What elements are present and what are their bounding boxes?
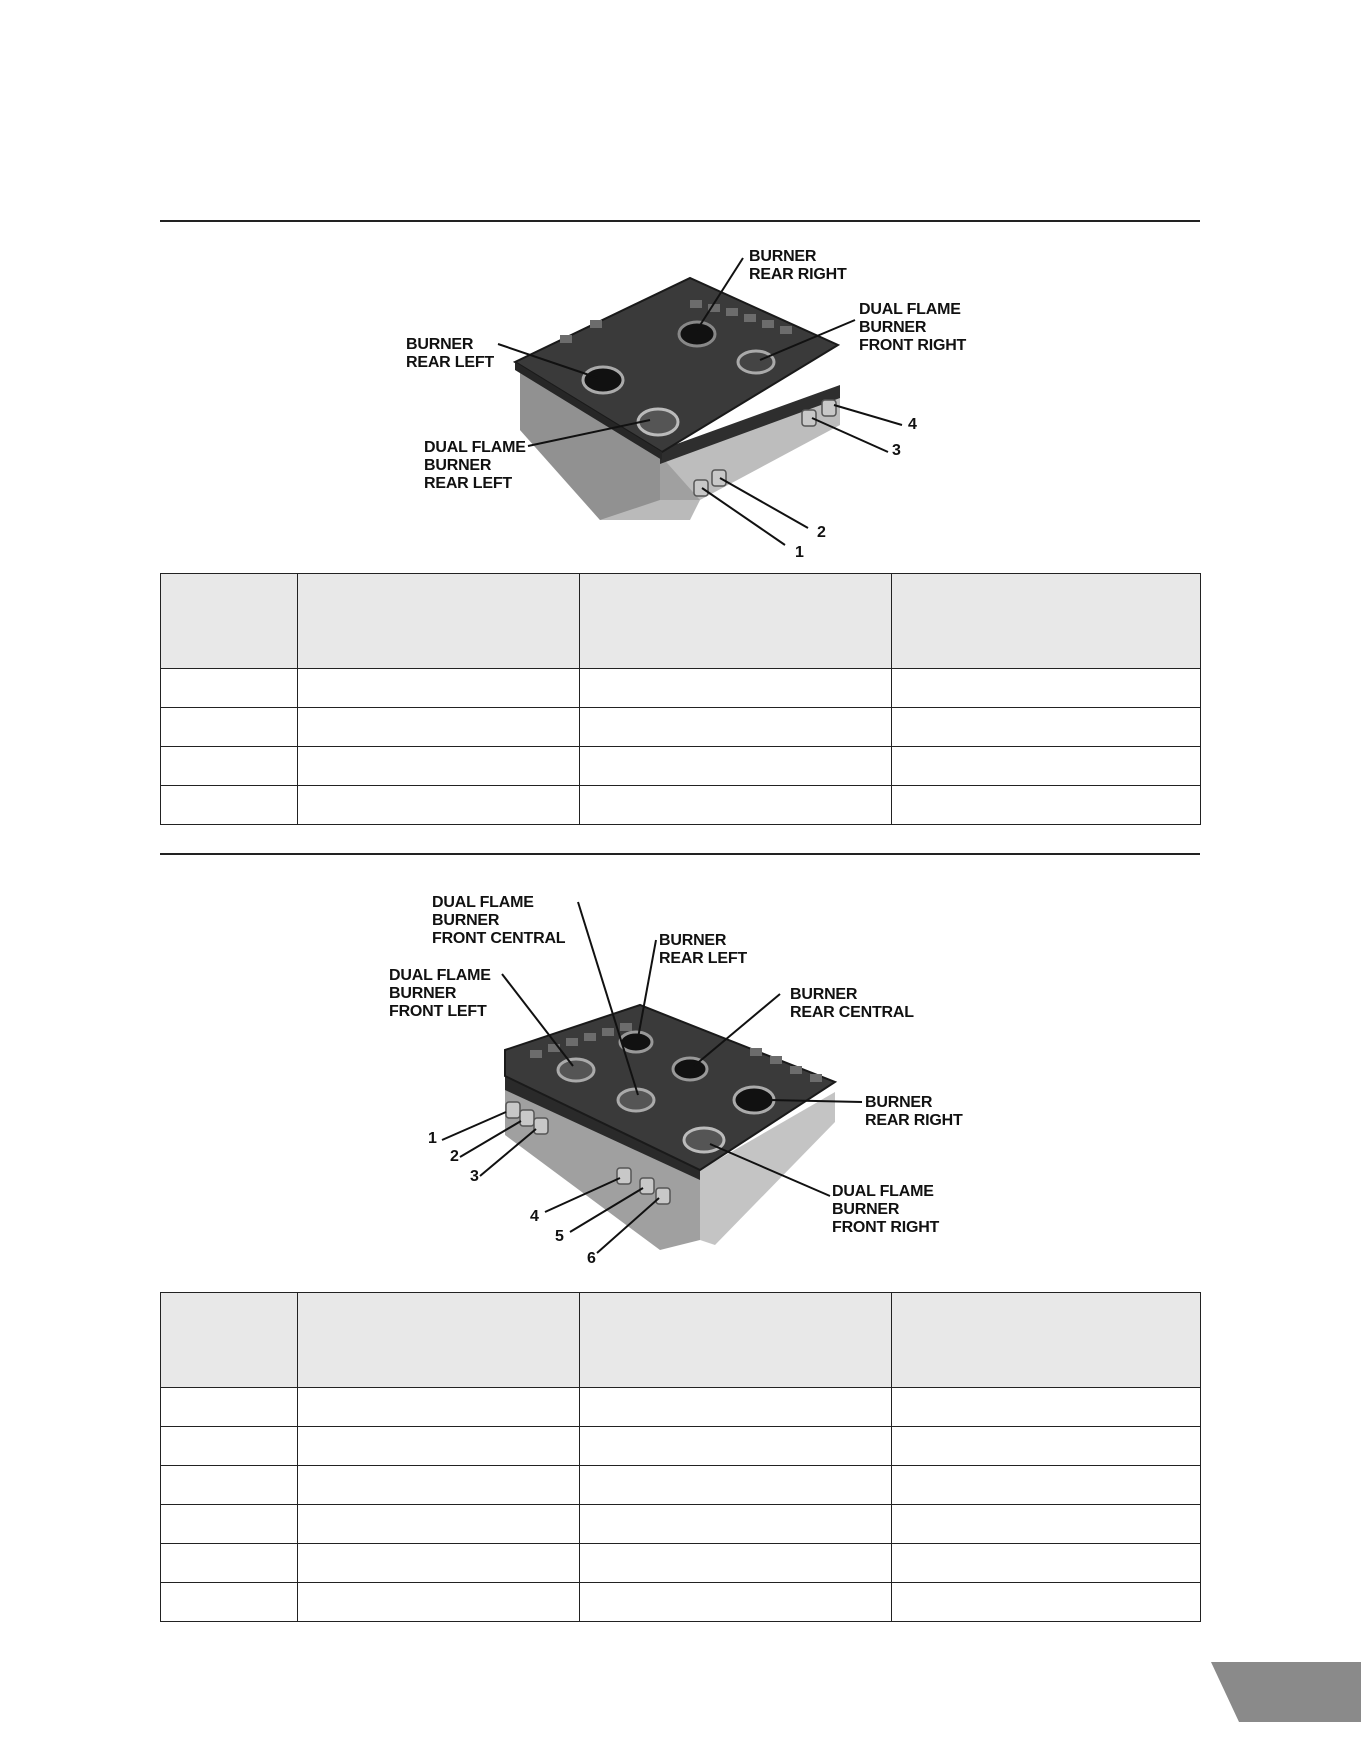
table-cell bbox=[892, 669, 1201, 708]
callout-dual-flame-front-central: DUAL FLAME BURNER FRONT CENTRAL bbox=[432, 894, 566, 947]
knob-3 bbox=[534, 1118, 548, 1134]
knob-number-5: 5 bbox=[555, 1228, 564, 1245]
table-row bbox=[161, 1427, 1201, 1466]
knob-number-4: 4 bbox=[530, 1208, 539, 1225]
cooktop-6-burner-figure bbox=[0, 870, 1361, 1280]
table-cell bbox=[298, 708, 580, 747]
table-header-row bbox=[161, 574, 1201, 669]
knob-number-1: 1 bbox=[795, 544, 804, 561]
knob-5 bbox=[640, 1178, 654, 1194]
table-row bbox=[161, 708, 1201, 747]
table-cell bbox=[298, 1583, 580, 1622]
callout-burner-rear-left: BURNER REAR LEFT bbox=[406, 336, 494, 371]
knob-4 bbox=[822, 400, 836, 416]
table-cell bbox=[580, 747, 892, 786]
page-corner-tab bbox=[1211, 1662, 1361, 1722]
table-header-cell bbox=[161, 574, 298, 669]
knob-number-6: 6 bbox=[587, 1250, 596, 1267]
table-cell bbox=[161, 747, 298, 786]
callout-dual-flame-front-left: DUAL FLAME BURNER FRONT LEFT bbox=[389, 967, 491, 1020]
table-row bbox=[161, 1544, 1201, 1583]
knob-1 bbox=[694, 480, 708, 496]
table-cell bbox=[161, 708, 298, 747]
table-cell bbox=[580, 786, 892, 825]
table-cell bbox=[580, 1466, 892, 1505]
table-cell bbox=[298, 1544, 580, 1583]
table-cell bbox=[892, 1505, 1201, 1544]
table-header-cell bbox=[298, 1293, 580, 1388]
table-cell bbox=[580, 1505, 892, 1544]
table-cell bbox=[298, 1427, 580, 1466]
table-cell bbox=[580, 1544, 892, 1583]
callout-burner-rear-right: BURNER REAR RIGHT bbox=[865, 1094, 963, 1129]
table-cell bbox=[298, 1388, 580, 1427]
section-rule-middle bbox=[160, 853, 1200, 855]
table-cell bbox=[892, 786, 1201, 825]
knob-number-4: 4 bbox=[908, 416, 917, 433]
table-cell bbox=[298, 1505, 580, 1544]
table-cell bbox=[161, 786, 298, 825]
table-cell bbox=[161, 1388, 298, 1427]
burner-front-right bbox=[738, 351, 774, 373]
knob-1 bbox=[506, 1102, 520, 1118]
table-cell bbox=[580, 669, 892, 708]
table-row bbox=[161, 1505, 1201, 1544]
burner-front-left bbox=[558, 1059, 594, 1081]
table-cell bbox=[161, 1505, 298, 1544]
knob-number-3: 3 bbox=[470, 1168, 479, 1185]
table-row bbox=[161, 1466, 1201, 1505]
table-cell bbox=[161, 669, 298, 708]
burner-front-central bbox=[618, 1089, 654, 1111]
table-row bbox=[161, 1583, 1201, 1622]
table-row bbox=[161, 669, 1201, 708]
table-cell bbox=[580, 1583, 892, 1622]
burner-rear-right bbox=[734, 1087, 774, 1113]
cooktop-4-burner-illustration bbox=[0, 0, 1361, 570]
knob-number-2: 2 bbox=[450, 1148, 459, 1165]
table-cell bbox=[892, 1583, 1201, 1622]
burner-table-2 bbox=[160, 1292, 1201, 1622]
table-header-cell bbox=[892, 1293, 1201, 1388]
table-row bbox=[161, 786, 1201, 825]
table-header-cell bbox=[580, 1293, 892, 1388]
table-cell bbox=[892, 747, 1201, 786]
cooktop-4-burner-figure bbox=[0, 0, 1361, 570]
knob-number-2: 2 bbox=[817, 524, 826, 541]
table-cell bbox=[892, 1427, 1201, 1466]
table-cell bbox=[892, 708, 1201, 747]
table-cell bbox=[892, 1388, 1201, 1427]
table-header-row bbox=[161, 1293, 1201, 1388]
burner-rear-central bbox=[673, 1058, 707, 1080]
burner-rear-right bbox=[679, 322, 715, 346]
knob-4 bbox=[617, 1168, 631, 1184]
table-cell bbox=[161, 1427, 298, 1466]
knob-2 bbox=[520, 1110, 534, 1126]
callout-burner-rear-left: BURNER REAR LEFT bbox=[659, 932, 747, 967]
table-header-cell bbox=[161, 1293, 298, 1388]
burner-rear-left bbox=[620, 1032, 652, 1052]
table-cell bbox=[298, 747, 580, 786]
knob-2 bbox=[712, 470, 726, 486]
knob-number-3: 3 bbox=[892, 442, 901, 459]
knob-number-1: 1 bbox=[428, 1130, 437, 1147]
callout-burner-rear-central: BURNER REAR CENTRAL bbox=[790, 986, 914, 1021]
table-cell bbox=[892, 1466, 1201, 1505]
table-cell bbox=[298, 1466, 580, 1505]
table-cell bbox=[161, 1466, 298, 1505]
callout-burner-rear-right: BURNER REAR RIGHT bbox=[749, 248, 847, 283]
table-header-cell bbox=[892, 574, 1201, 669]
table-row bbox=[161, 747, 1201, 786]
table-row bbox=[161, 1388, 1201, 1427]
table-header-cell bbox=[298, 574, 580, 669]
table-cell bbox=[580, 1388, 892, 1427]
burner-rear-left bbox=[583, 367, 623, 393]
table-cell bbox=[298, 786, 580, 825]
table-cell bbox=[580, 708, 892, 747]
callout-dual-flame-rear-left: DUAL FLAME BURNER REAR LEFT bbox=[424, 439, 526, 492]
table-cell bbox=[161, 1583, 298, 1622]
table-cell bbox=[161, 1544, 298, 1583]
table-header-cell bbox=[580, 574, 892, 669]
table-cell bbox=[298, 669, 580, 708]
callout-dual-flame-front-right: DUAL FLAME BURNER FRONT RIGHT bbox=[859, 301, 967, 354]
table-cell bbox=[580, 1427, 892, 1466]
callout-dual-flame-front-right: DUAL FLAME BURNER FRONT RIGHT bbox=[832, 1183, 940, 1236]
burner-table-1 bbox=[160, 573, 1201, 825]
knob-6 bbox=[656, 1188, 670, 1204]
table-cell bbox=[892, 1544, 1201, 1583]
